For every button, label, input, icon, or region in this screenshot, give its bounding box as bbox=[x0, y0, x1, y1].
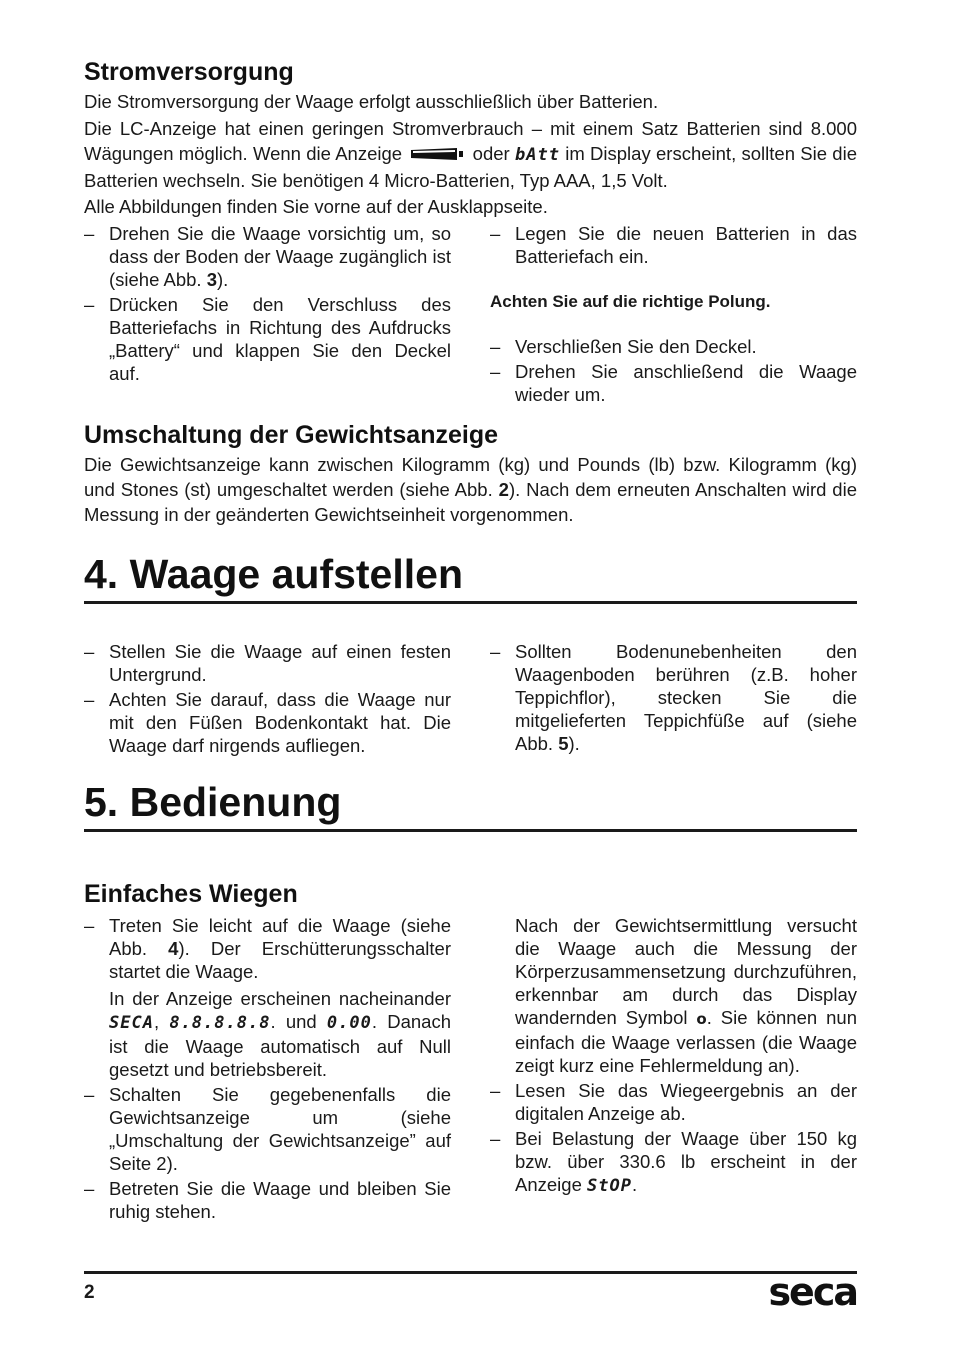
paragraph: Die Gewichtsanzeige kann zwischen Kilogramm (kg) und Pounds (lb) bzw. Kilogramm (kg) und Stones (st) umgeschaltet werden (siehe Abb. 2). Nach dem erneuten Anschalten wird die Messung in der geänderten Gewichtseinheit vorgenommen. bbox=[84, 454, 857, 525]
zero-display-symbol: 0.00 bbox=[326, 1013, 372, 1033]
paragraph: Nach der Gewichtsermittlung versucht die Waage auch die Messung der Körperzusammensetzung durchzuführen, erkennbar am durch das Display wandernden Symbol o. Sie können nun einfach die Waage verlassen (die Waage zeigt kurz eine Fehlermeldung an). bbox=[515, 915, 857, 1076]
list-item: – Betreten Sie die Waage und bleiben Sie ruhig stehen. bbox=[84, 1178, 451, 1222]
list-item: – Lesen Sie das Wiegeergebnis an der digitalen Anzeige ab. bbox=[490, 1080, 857, 1124]
stop-display-symbol: StOP bbox=[587, 1176, 632, 1196]
paragraph-battery-info: Die LC-Anzeige hat einen geringen Stromverbrauch – mit einem Satz Batterien sind 8.000 Wägungen möglich. Wenn die Anzeige oder bAtt im Display erscheint, sollten Sie die Batterien wechseln. Sie benötigen 4 Micro-Batterien, Typ AAA, 1,5 Volt. bbox=[84, 118, 857, 191]
polarity-note: Achten Sie auf die richtige Polung. bbox=[490, 292, 771, 311]
footer-rule bbox=[84, 1271, 857, 1274]
segment-test-display-symbol: 8.8.8.8.8 bbox=[169, 1013, 271, 1033]
list-item-continuation: In der Anzeige erscheinen nacheinander SECA, 8.8.8.8.8. und 0.00. Danach ist die Waage automatisch auf Null gesetzt und betriebsbereit. bbox=[109, 988, 452, 1080]
section-heading-umschaltung: Umschaltung der Gewichtsanzeige bbox=[84, 421, 498, 449]
manual-page bbox=[84, 0, 857, 1352]
list-item: – Legen Sie die neuen Batterien in das Batteriefach ein. bbox=[490, 223, 857, 267]
page-number: 2 bbox=[84, 1282, 95, 1303]
paragraph: Die Stromversorgung der Waage erfolgt ausschließlich über Batterien. bbox=[84, 91, 659, 112]
column-left bbox=[84, 914, 451, 1225]
column-right bbox=[490, 222, 857, 408]
list-item: – Drehen Sie die Waage vorsichtig um, so dass der Boden der Waage zugänglich ist (siehe Abb. 3). bbox=[84, 223, 451, 290]
heading-rule bbox=[84, 601, 857, 604]
chapter-heading-aufstellen: 4. Waage aufstellen bbox=[84, 551, 463, 597]
list-item: – Sollten Bodenunebenheiten den Waagenboden berühren (z.B. hoher Teppichflor), stecken Sie die mitgelieferten Teppichfüße auf (siehe Abb. 5). bbox=[490, 641, 857, 754]
list-item: – Drücken Sie den Verschluss des Batteriefachs in Richtung des Aufdrucks „Battery“ und klappen Sie den Deckel auf. bbox=[84, 294, 451, 384]
list-item: – Bei Belastung der Waage über 150 kg bzw. über 330.6 lb erscheint in der Anzeige StOP. bbox=[490, 1128, 857, 1196]
column-right bbox=[490, 914, 857, 1200]
list-item: – Verschließen Sie den Deckel. bbox=[490, 336, 757, 357]
section-heading-einfaches-wiegen: Einfaches Wiegen bbox=[84, 880, 298, 908]
column-left bbox=[84, 222, 451, 387]
column-left bbox=[84, 640, 451, 759]
heading-rule bbox=[84, 829, 857, 832]
seca-logo: seca bbox=[768, 1270, 857, 1314]
list-item: – Stellen Sie die Waage auf einen festen Untergrund. bbox=[84, 641, 451, 685]
wandering-symbol-icon: o bbox=[696, 1010, 707, 1028]
chapter-heading-bedienung: 5. Bedienung bbox=[84, 779, 342, 825]
list-item: – Treten Sie leicht auf die Waage (siehe Abb. 4). Der Erschütterungsschalter startet die Waage. bbox=[84, 915, 451, 982]
batt-display-symbol: bAtt bbox=[514, 145, 560, 165]
low-battery-icon bbox=[411, 146, 463, 162]
seca-display-symbol: SECA bbox=[109, 1013, 154, 1033]
section-heading-stromversorgung: Stromversorgung bbox=[84, 58, 294, 86]
column-right bbox=[490, 640, 857, 757]
list-item: – Schalten Sie gegebenenfalls die Gewichtsanzeige um (siehe „Umschaltung der Gewichtsanzeige” auf Seite 2). bbox=[84, 1084, 451, 1174]
list-item: – Drehen Sie anschließend die Waage wieder um. bbox=[490, 361, 857, 405]
paragraph: Alle Abbildungen finden Sie vorne auf der Ausklappseite. bbox=[84, 196, 548, 217]
list-item: – Achten Sie darauf, dass die Waage nur mit den Füßen Bodenkontakt hat. Die Waage darf nirgends aufliegen. bbox=[84, 689, 451, 756]
